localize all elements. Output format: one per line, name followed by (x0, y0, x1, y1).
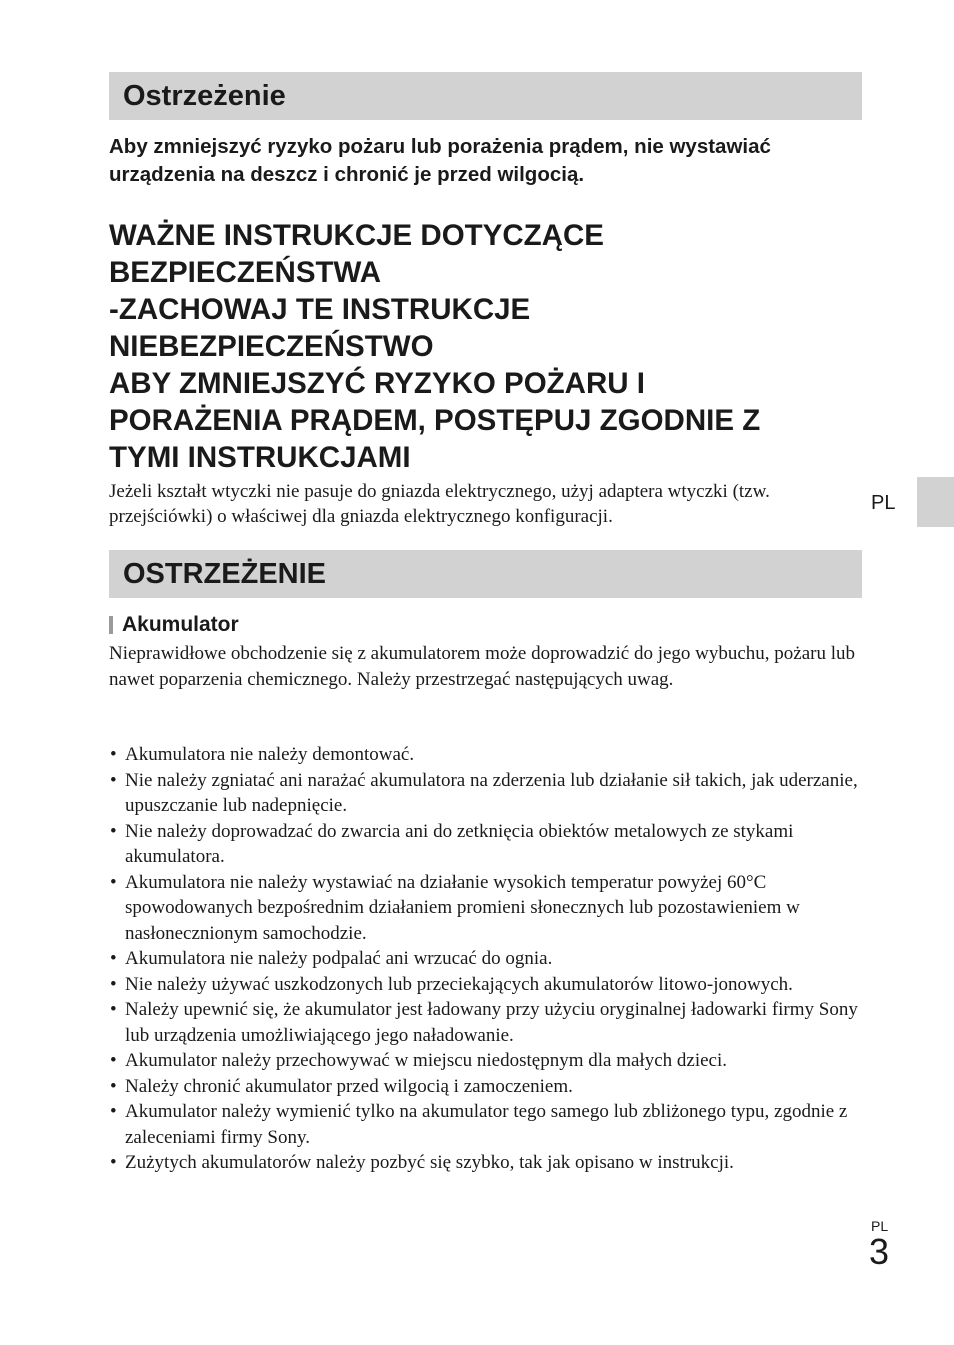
subsection-title: Akumulator (122, 613, 239, 636)
section-header-band (109, 72, 862, 120)
heading-marker-bar (109, 616, 113, 634)
heading-line: TYMI INSTRUKCJAMI (109, 441, 411, 474)
list-item: • Należy chronić akumulator przed wilgocią i zamoczeniem. (109, 1074, 869, 1100)
heading-line: PORAŻENIA PRĄDEM, POSTĘPUJ ZGODNIE Z (109, 404, 761, 437)
page-number: 3 (869, 1231, 890, 1272)
language-side-tab (917, 477, 954, 527)
adapter-note: Jeżeli kształt wtyczki nie pasuje do gniazda elektrycznego, użyj adaptera wtyczki (tzw. przejściówki) o właściwej dla gniazda elektrycznego konfiguracji. (109, 481, 770, 527)
list-item: • Akumulatora nie należy podpalać ani wrzucać do ognia. (109, 946, 869, 972)
list-item: • Zużytych akumulatorów należy pozbyć się szybko, tak jak opisano w instrukcji. (109, 1150, 869, 1176)
heading-line: -ZACHOWAJ TE INSTRUKCJE (109, 293, 531, 326)
heading-line: BEZPIECZEŃSTWA (109, 256, 382, 289)
list-item: • Akumulatora nie należy wystawiać na działanie wysokich temperatur powyżej 60°C spowodowanych bezpośrednim działaniem promieni słonecznych lub pozostawieniem w nasłonecznionym samochodzie. (109, 870, 869, 947)
section-header-band (109, 550, 862, 598)
battery-precautions-list (109, 742, 869, 1176)
battery-intro: Nieprawidłowe obchodzenie się z akumulatorem może doprowadzić do jego wybuchu, pożaru lub nawet poparzenia chemicznego. Należy przestrzegać następujących uwag. (109, 643, 856, 690)
subsection-heading (109, 611, 239, 639)
side-language-label: PL (871, 492, 896, 514)
list-item: • Nie należy doprowadzać do zwarcia ani do zetknięcia obiektów metalowych ze stykami akumulatora. (109, 819, 869, 870)
footer-language-label: PL (871, 1218, 889, 1234)
list-item: • Należy upewnić się, że akumulator jest ładowany przy użyciu oryginalnej ładowarki firmy Sony lub urządzenia umożliwiającego jego naładowanie. (109, 997, 869, 1048)
heading-line: NIEBEZPIECZEŃSTWO (109, 330, 434, 363)
list-item: • Akumulator należy przechowywać w miejscu niedostępnym dla małych dzieci. (109, 1048, 869, 1074)
section-title: Ostrzeżenie (123, 80, 286, 112)
list-item: • Nie należy używać uszkodzonych lub przeciekających akumulatorów litowo-jonowych. (109, 972, 869, 998)
warning-lead-text: Aby zmniejszyć ryzyko pożaru lub porażenia prądem, nie wystawiać urządzenia na deszcz i chronić je przed wilgocią. (109, 135, 771, 186)
list-item: • Akumulator należy wymienić tylko na akumulator tego samego lub zbliżonego typu, zgodnie z zaleceniami firmy Sony. (109, 1099, 869, 1150)
safety-instructions-heading (109, 217, 869, 476)
heading-line: ABY ZMNIEJSZYĆ RYZYKO POŻARU I (109, 367, 645, 400)
list-item: • Akumulatora nie należy demontować. (109, 742, 869, 768)
list-item: • Nie należy zgniatać ani narażać akumulatora na zderzenia lub działanie sił takich, jak uderzanie, upuszczanie lub nadepnięcie. (109, 768, 869, 819)
section-title: OSTRZEŻENIE (123, 558, 327, 590)
heading-line: WAŻNE INSTRUKCJE DOTYCZĄCE (109, 219, 604, 252)
